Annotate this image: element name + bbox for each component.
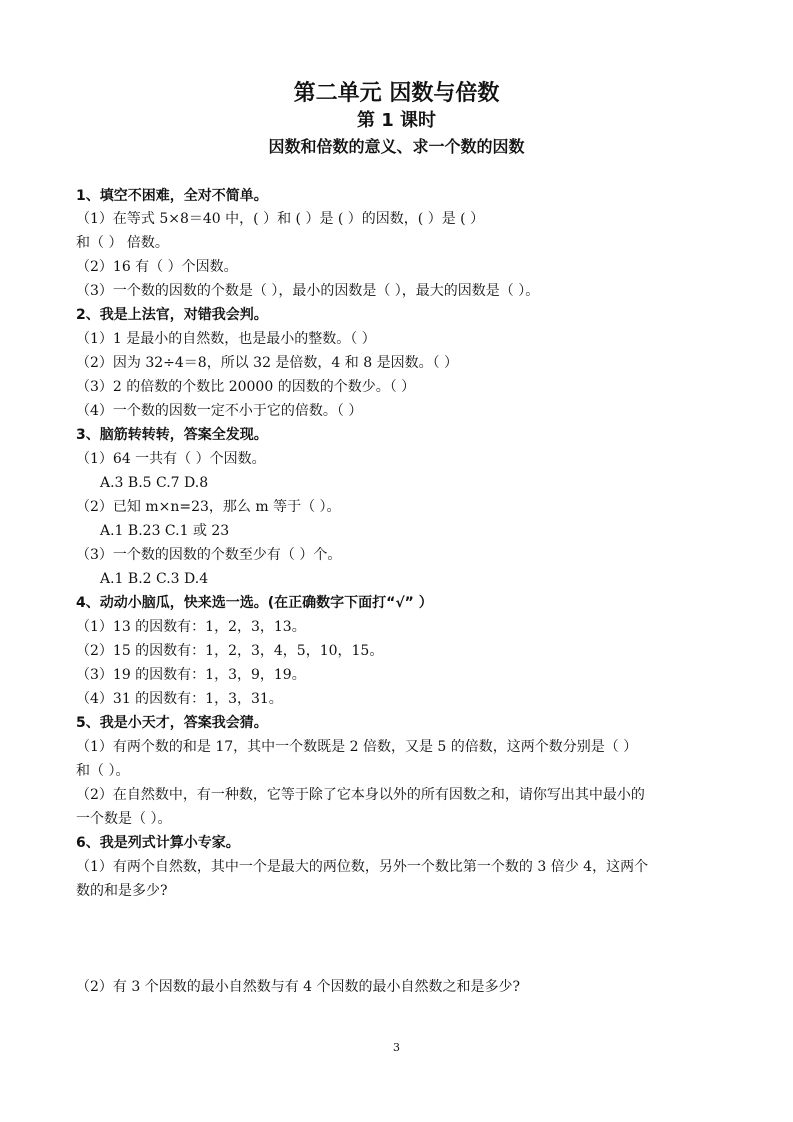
s2-question-1: （1）1 是最小的自然数，也是最小的整数。（ ） xyxy=(76,331,376,347)
s5-question-1-line-2: 和（ ）。 xyxy=(76,763,130,779)
section-6-heading: 6、我是列式计算小专家。 xyxy=(76,835,240,851)
s6-question-1-line-2: 数的和是多少? xyxy=(76,883,168,899)
s5-question-1-line-1: （1）有两个数的和是 17，其中一个数既是 2 倍数，又是 5 的倍数，这两个数分别是（ ） xyxy=(76,739,638,755)
s1-question-3: （3）一个数的因数的个数是（ ），最小的因数是（ ），最大的因数是（ ）。 xyxy=(76,283,540,299)
section-3-heading: 3、脑筋转转转，答案全发现。 xyxy=(76,427,268,443)
s4-question-2: （2）15 的因数有：1，2，3，4，5，10，15。 xyxy=(76,643,384,659)
lesson-subtitle: 因数和倍数的意义、求一个数的因数 xyxy=(268,137,525,156)
s6-question-1-line-1: （1）有两个自然数，其中一个是最大的两位数，另外一个数比第一个数的 3 倍少 4，这两个 xyxy=(76,859,649,875)
s5-question-2-line-2: 一个数是（ ）。 xyxy=(76,811,172,827)
s3-question-3-options: A.1 B.2 C.3 D.4 xyxy=(100,571,209,587)
section-5-heading: 5、我是小天才，答案我会猜。 xyxy=(76,715,268,731)
s1-question-2: （2）16 有（ ）个因数。 xyxy=(76,259,238,275)
s3-question-2: （2）已知 m×n=23，那么 m 等于（ ）。 xyxy=(76,499,341,515)
s4-question-3: （3）19 的因数有：1，3，9，19。 xyxy=(76,667,306,683)
s3-question-1-options: A.3 B.5 C.7 D.8 xyxy=(100,475,209,491)
s3-question-3: （3）一个数的因数的个数至少有（ ）个。 xyxy=(76,547,342,563)
page-number: 3 xyxy=(393,1041,400,1054)
section-2-heading: 2、我是上法官，对错我会判。 xyxy=(76,307,268,323)
s4-question-1: （1）13 的因数有：1，2，3，13。 xyxy=(76,619,306,635)
s3-question-1: （1）64 一共有（ ）个因数。 xyxy=(76,451,266,467)
s2-question-4: （4）一个数的因数一定不小于它的倍数。（ ） xyxy=(76,403,363,419)
s2-question-3: （3）2 的倍数的个数比 20000 的因数的个数少。（ ） xyxy=(76,379,416,395)
lesson-label: 第 1 课时 xyxy=(356,110,437,131)
s4-question-4: （4）31 的因数有：1，3，31。 xyxy=(76,691,283,707)
unit-title: 第二单元 因数与倍数 xyxy=(293,81,500,106)
s1-question-1-line-1: （1）在等式 5×8＝40 中，( ）和 ( ）是 ( ）的因数，( ）是 ( ） xyxy=(76,211,485,227)
section-1-heading: 1、填空不困难，全对不简单。 xyxy=(76,188,268,204)
s3-question-2-options: A.1 B.23 C.1 或 23 xyxy=(100,523,230,539)
section-4-heading: 4、动动小脑瓜，快来选一选。(在正确数字下面打“√” ） xyxy=(76,595,433,611)
s6-question-2: （2）有 3 个因数的最小自然数与有 4 个因数的最小自然数之和是多少? xyxy=(76,979,521,995)
s5-question-2-line-1: （2）在自然数中，有一种数，它等于除了它本身以外的所有因数之和，请你写出其中最小的 xyxy=(76,787,645,803)
s2-question-2: （2）因为 32÷4＝8，所以 32 是倍数，4 和 8 是因数。（ ） xyxy=(76,355,459,371)
s1-question-1-line-2: 和（ ） 倍数。 xyxy=(76,235,169,251)
